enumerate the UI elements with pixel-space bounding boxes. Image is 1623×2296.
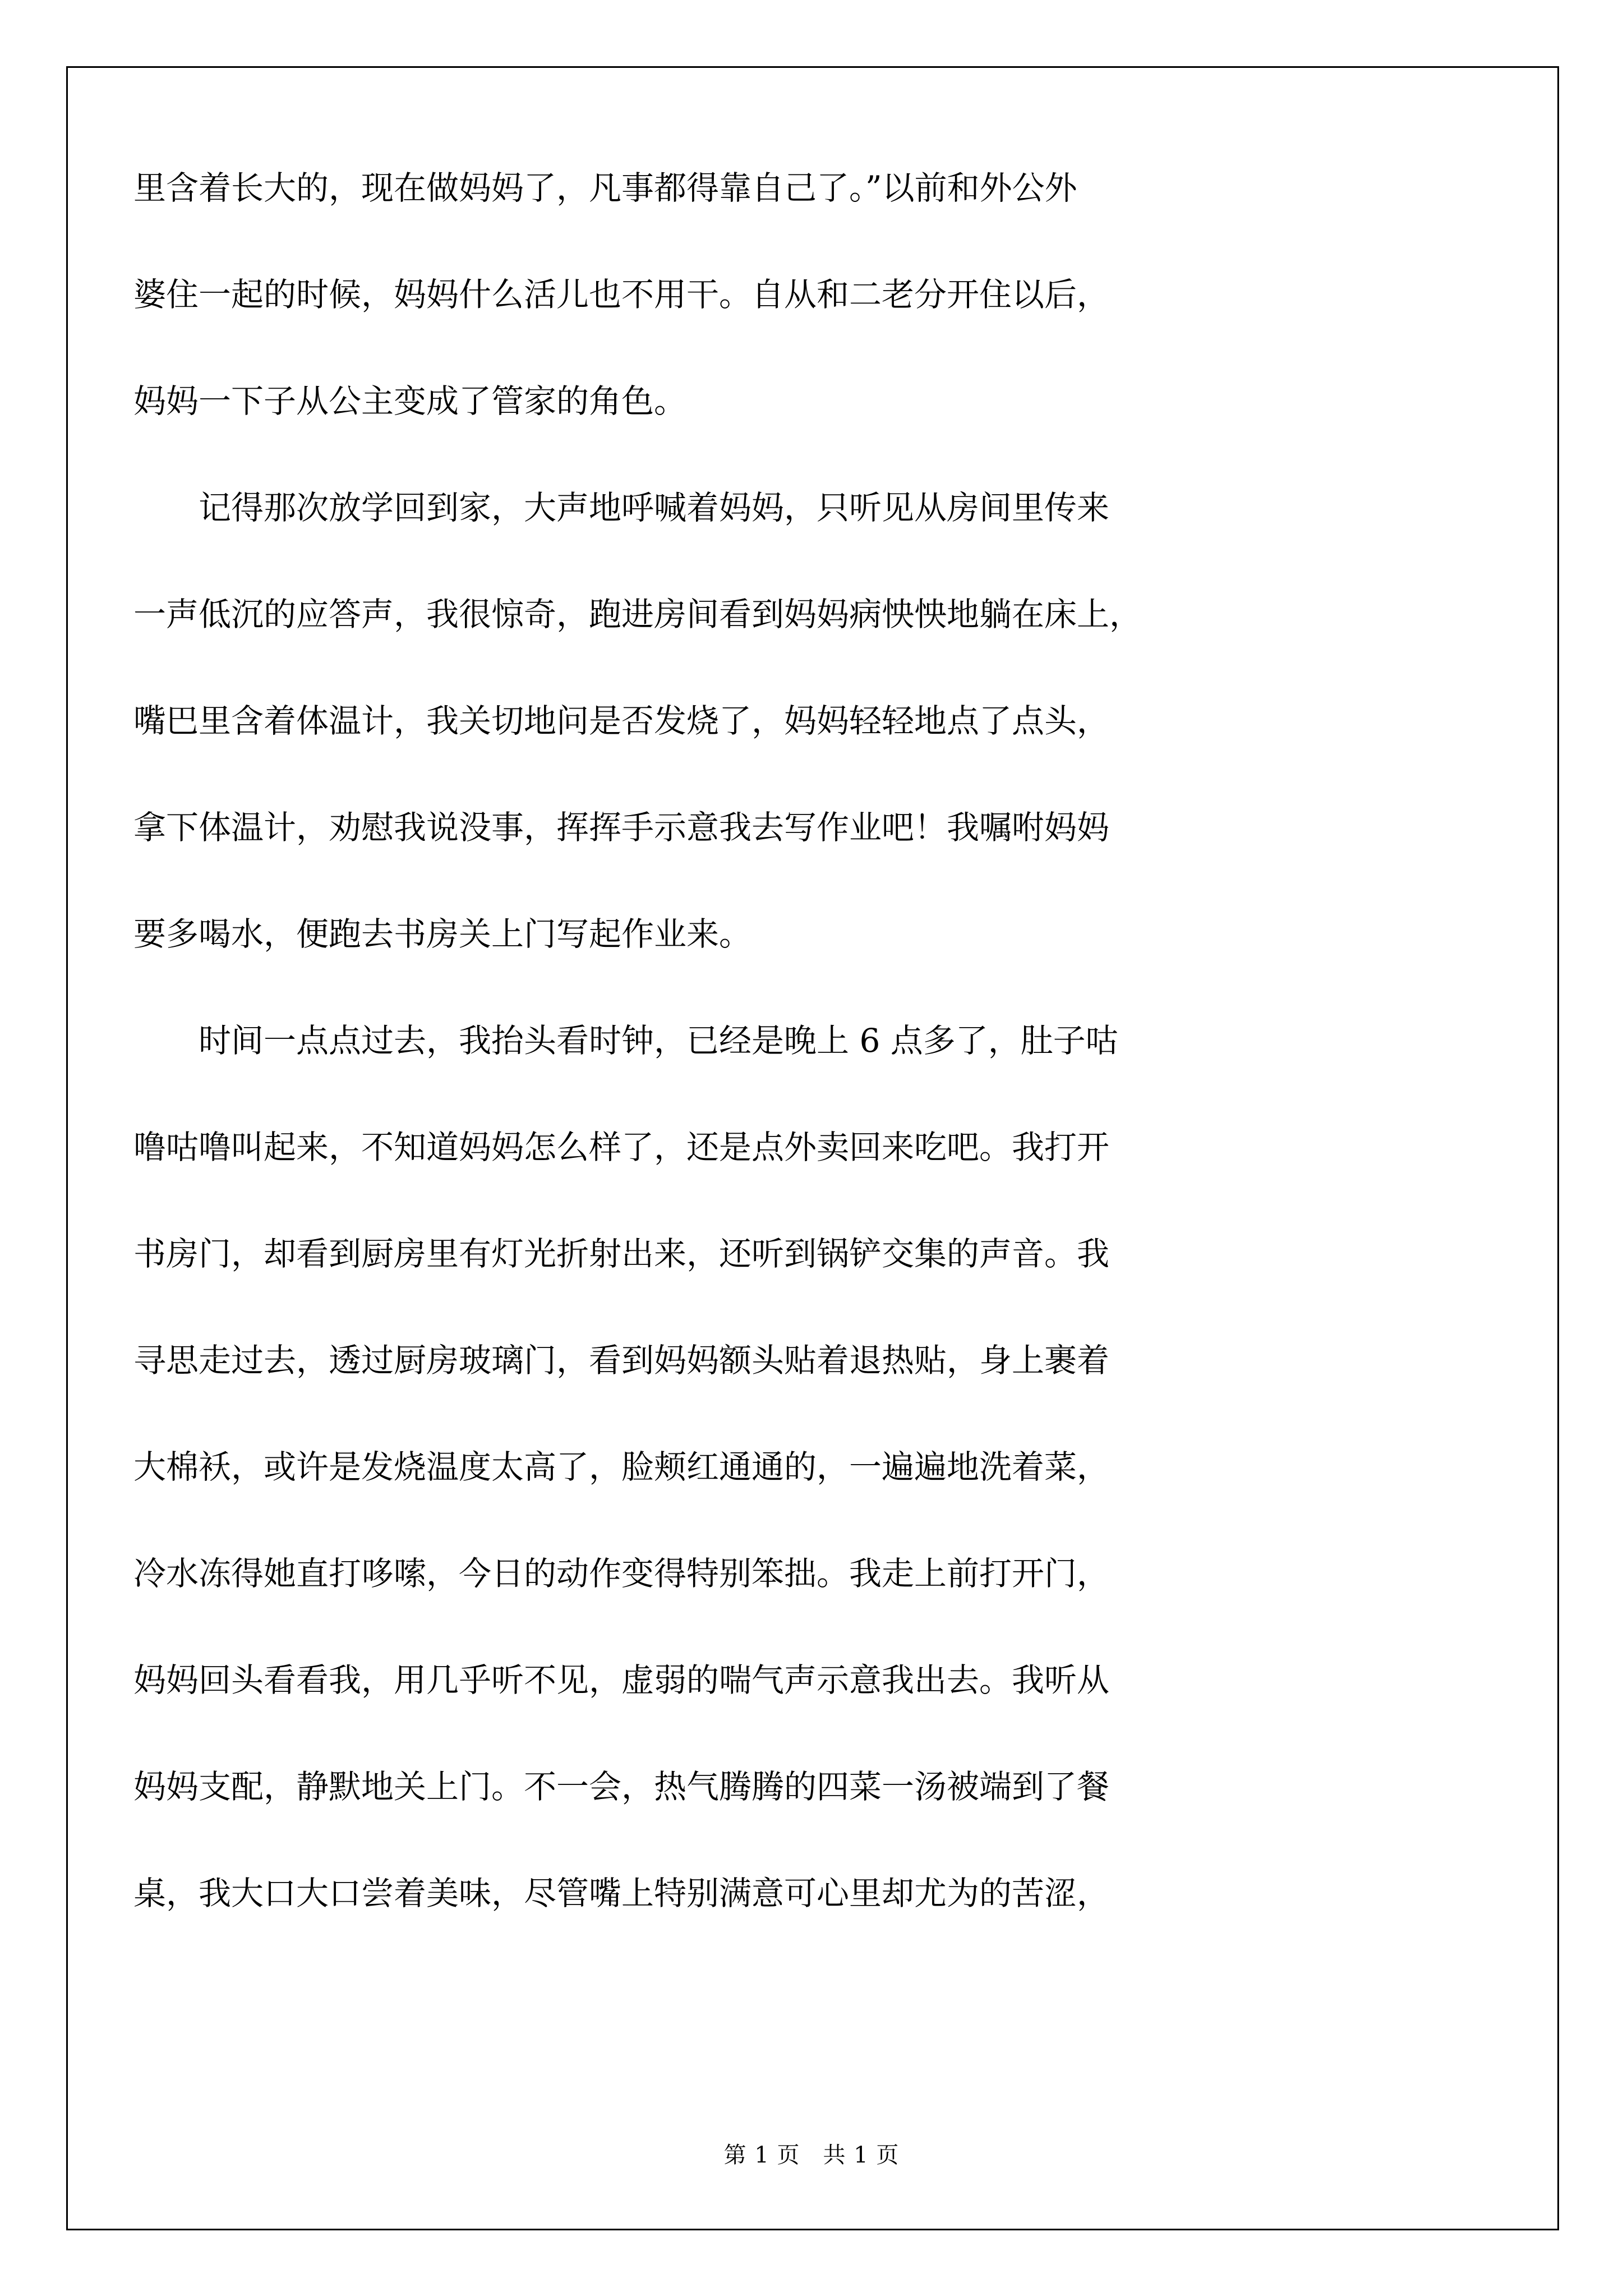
text-line: 妈妈回头看看我，用几乎听不见，虚弱的喘气声示意我出去。我听从 xyxy=(133,1661,1110,1699)
text-line: 寻思走过去，透过厨房玻璃门，看到妈妈额头贴着退热贴，身上裹着 xyxy=(133,1341,1110,1379)
text-line: 妈妈一下子从公主变成了管家的角色。 xyxy=(133,382,687,420)
text-line: 大棉袄，或许是发烧温度太高了，脸颊红通通的，一遍遍地洗着菜， xyxy=(133,1448,1110,1486)
text-line: 嘴巴里含着体温计，我关切地问是否发烧了，妈妈轻轻地点了点头， xyxy=(133,702,1110,740)
text-line: 里含着长大的，现在做妈妈了，凡事都得靠自己了。”以前和外公外 xyxy=(133,169,1077,207)
text-line: 一声低沉的应答声，我很惊奇，跑进房间看到妈妈病怏怏地躺在床上， xyxy=(133,595,1142,633)
document-body xyxy=(133,135,1491,1947)
text-line: 桌，我大口大口尝着美味，尽管嘴上特别满意可心里却尤为的苦涩， xyxy=(133,1874,1110,1912)
text-line: 书房门，却看到厨房里有灯光折射出来，还听到锅铲交集的声音。我 xyxy=(133,1235,1110,1273)
text-line: 妈妈支配，静默地关上门。不一会，热气腾腾的四菜一汤被端到了餐 xyxy=(133,1768,1110,1806)
text-line: 噜咕噜叫起来，不知道妈妈怎么样了，还是点外卖回来吃吧。我打开 xyxy=(133,1128,1110,1166)
text-line: 冷水冻得她直打哆嗦，今日的动作变得特别笨拙。我走上前打开门， xyxy=(133,1554,1110,1593)
text-line: 记得那次放学回到家，大声地呼喊着妈妈，只听见从房间里传来 xyxy=(133,489,1110,527)
text-line: 拿下体温计，劝慰我说没事，挥挥手示意我去写作业吧！我嘱咐妈妈 xyxy=(133,808,1110,846)
page-number-footer: 第 1 页 共 1 页 xyxy=(723,2142,900,2168)
text-line: 要多喝水，便跑去书房关上门写起作业来。 xyxy=(133,915,752,953)
text-line: 婆住一起的时候，妈妈什么活儿也不用干。自从和二老分开住以后， xyxy=(133,275,1110,314)
text-line: 时间一点点过去，我抬头看时钟，已经是晚上 6 点多了，肚子咕 xyxy=(133,1022,1118,1060)
